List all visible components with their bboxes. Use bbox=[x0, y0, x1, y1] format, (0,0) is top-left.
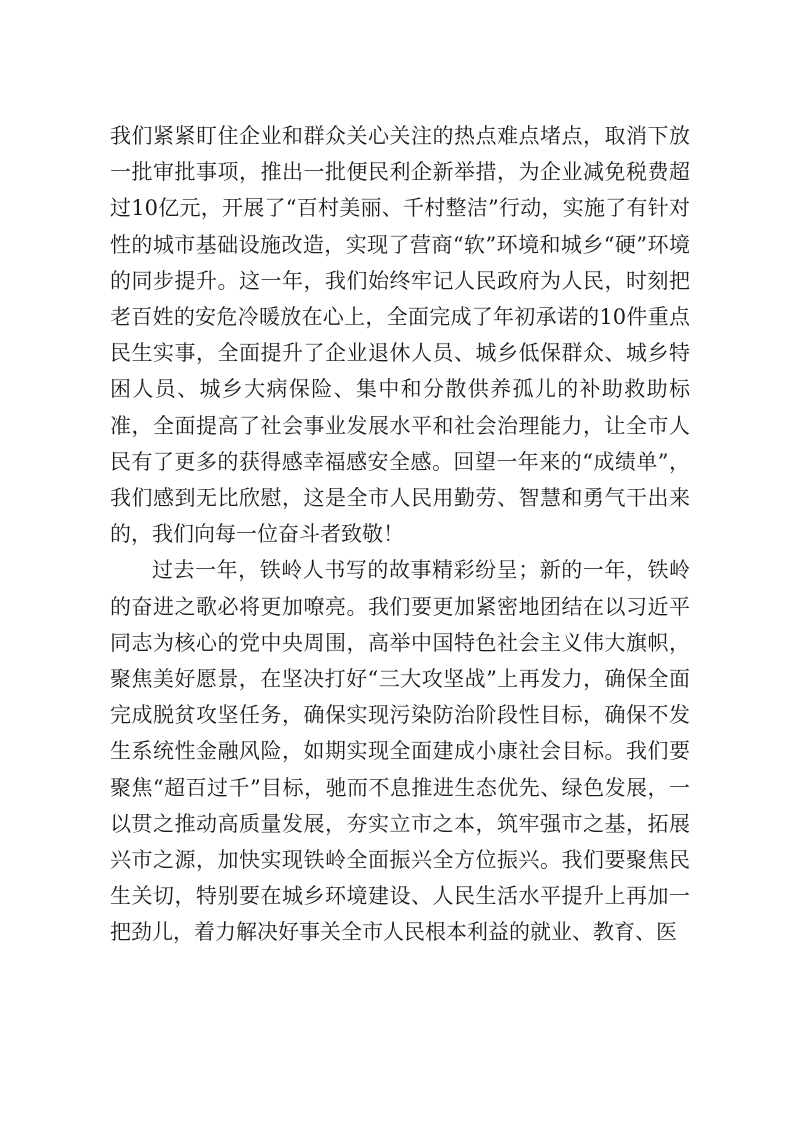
paragraph-2: 过去一年，铁岭人书写的故事精彩纷呈；新的一年，铁岭的奋进之歌必将更加嘹亮。我们要更加紧密地团结在以习近平同志为核心的党中央周围，高举中国特色社会主义伟大旗帜，聚焦美好愿景，在坚决打好“三大攻坚战”上再发力，确保全面完成脱贫攻坚任务，确保实现污染防治阶段性目标，确保不发生系统性金融风险，如期实现全面建成小康社会目标。我们要聚焦“超百过千”目标，驰而不息推进生态优先、绿色发展，一以贯之推动高质量发展，夯实立市之本，筑牢强市之基，拓展兴市之源，加快实现铁岭全面振兴全方位振兴。我们要聚焦民生关切，特别要在城乡环境建设、人民生活水平提升上再加一把劲儿，着力解决好事关全市人民根本利益的就业、教育、医 bbox=[110, 558, 690, 945]
paragraph-1: 我们紧紧盯住企业和群众关心关注的热点难点堵点，取消下放一批审批事项，推出一批便民利企新举措，为企业减免税费超过10亿元，开展了“百村美丽、千村整洁”行动，实施了有针对性的城市基础设施改造，实现了营商“软”环境和城乡“硬”环境的同步提升。这一年，我们始终牢记人民政府为人民，时刻把老百姓的安危冷暖放在心上，全面完成了年初承诺的10件重点民生实事，全面提升了企业退休人员、城乡低保群众、城乡特困人员、城乡大病保险、集中和分散供养孤儿的补助救助标准，全面提高了社会事业发展水平和社会治理能力，让全市人民有了更多的获得感幸福感安全感。回望一年来的“成绩单”，我们感到无比欣慰，这是全市人民用勤劳、智慧和勇气干出来的，我们向每一位奋斗者致敬！ bbox=[110, 124, 690, 547]
body-text bbox=[110, 118, 690, 951]
